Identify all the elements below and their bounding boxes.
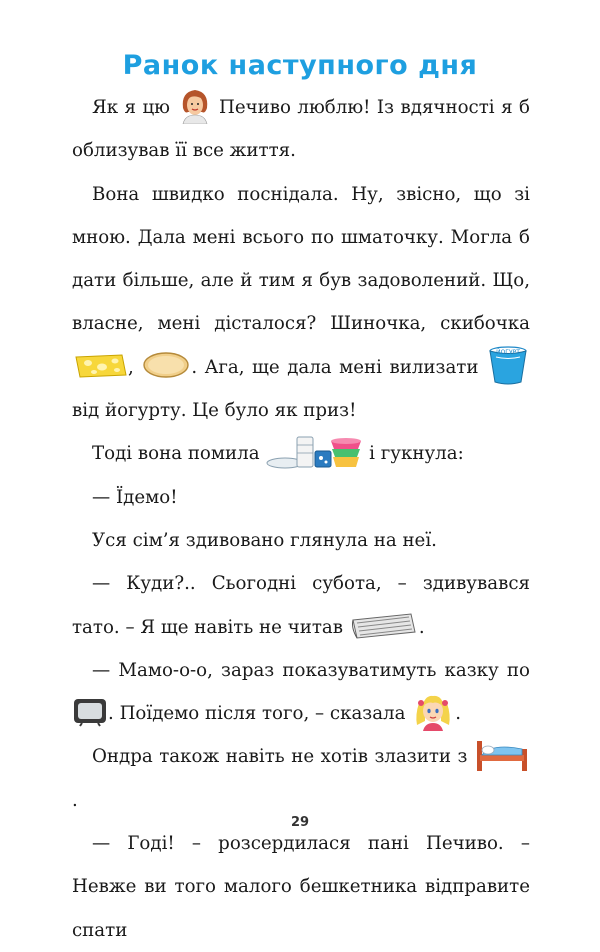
blonde-girl-icon xyxy=(411,691,455,731)
text-run: . xyxy=(418,616,425,638)
text-run: . Ага, ще дала мені вилизати xyxy=(191,356,479,378)
text-run: Вона швидко поснідала. Ну, звісно, що зі мною. Дала мені всього по шматочку. Могла б дати більше, але й тим я був задоволений. Що, власне, мені дісталося? Шиночка, скибочка xyxy=(72,183,530,335)
text-run: — Куди?.. Сьогодні субота, – здивувався тато. – Я ще навіть не читав xyxy=(72,573,530,638)
paragraph-3 xyxy=(72,432,530,475)
paragraph-1 xyxy=(72,86,530,173)
text-run: Печиво люблю! Із вдячності я б облизував її все життя. xyxy=(72,97,530,162)
page-number: 29 xyxy=(290,815,310,830)
text-run: . xyxy=(455,703,462,725)
text-run: , xyxy=(128,356,134,378)
text-run: Тоді вона помила xyxy=(92,443,260,465)
bed-icon xyxy=(474,735,530,773)
cheese-slice-icon xyxy=(72,349,128,381)
bread-slice-icon xyxy=(141,350,191,380)
newspaper-icon xyxy=(349,610,419,640)
paragraph-6 xyxy=(72,562,530,649)
text-run: — Мамо-о-о, зараз показуватимуть казку по xyxy=(92,659,530,681)
paragraph-2 xyxy=(72,173,530,433)
paragraph-9: — Годі! – розсердилася пані Печиво. – Невже ви того малого бешкетника відправите спати xyxy=(72,833,530,941)
text-run: . Поїдемо після того, – сказала xyxy=(108,703,406,725)
chapter-title: Ранок наступного дня xyxy=(122,50,478,81)
woman-portrait-icon xyxy=(177,86,213,124)
tv-set-icon xyxy=(72,695,108,727)
yogurt-cup-icon xyxy=(486,345,530,385)
paragraph-8 xyxy=(72,735,530,822)
dishes-stack-icon xyxy=(265,431,363,471)
paragraph-4: — Їдемо! xyxy=(92,486,178,508)
yogurt-label: ЙОГУРТ xyxy=(496,348,520,356)
text-run: Ондра також навіть не хотів злазити з xyxy=(92,746,468,768)
text-run: і гукнула: xyxy=(369,443,464,465)
text-run: Як я цю xyxy=(92,97,171,118)
text-run: . xyxy=(72,789,78,811)
paragraph-7 xyxy=(72,649,530,736)
paragraph-5: Уся сім’я здивовано глянула на неї. xyxy=(92,529,437,551)
text-run: від йогурту. Це було як приз! xyxy=(72,400,357,422)
